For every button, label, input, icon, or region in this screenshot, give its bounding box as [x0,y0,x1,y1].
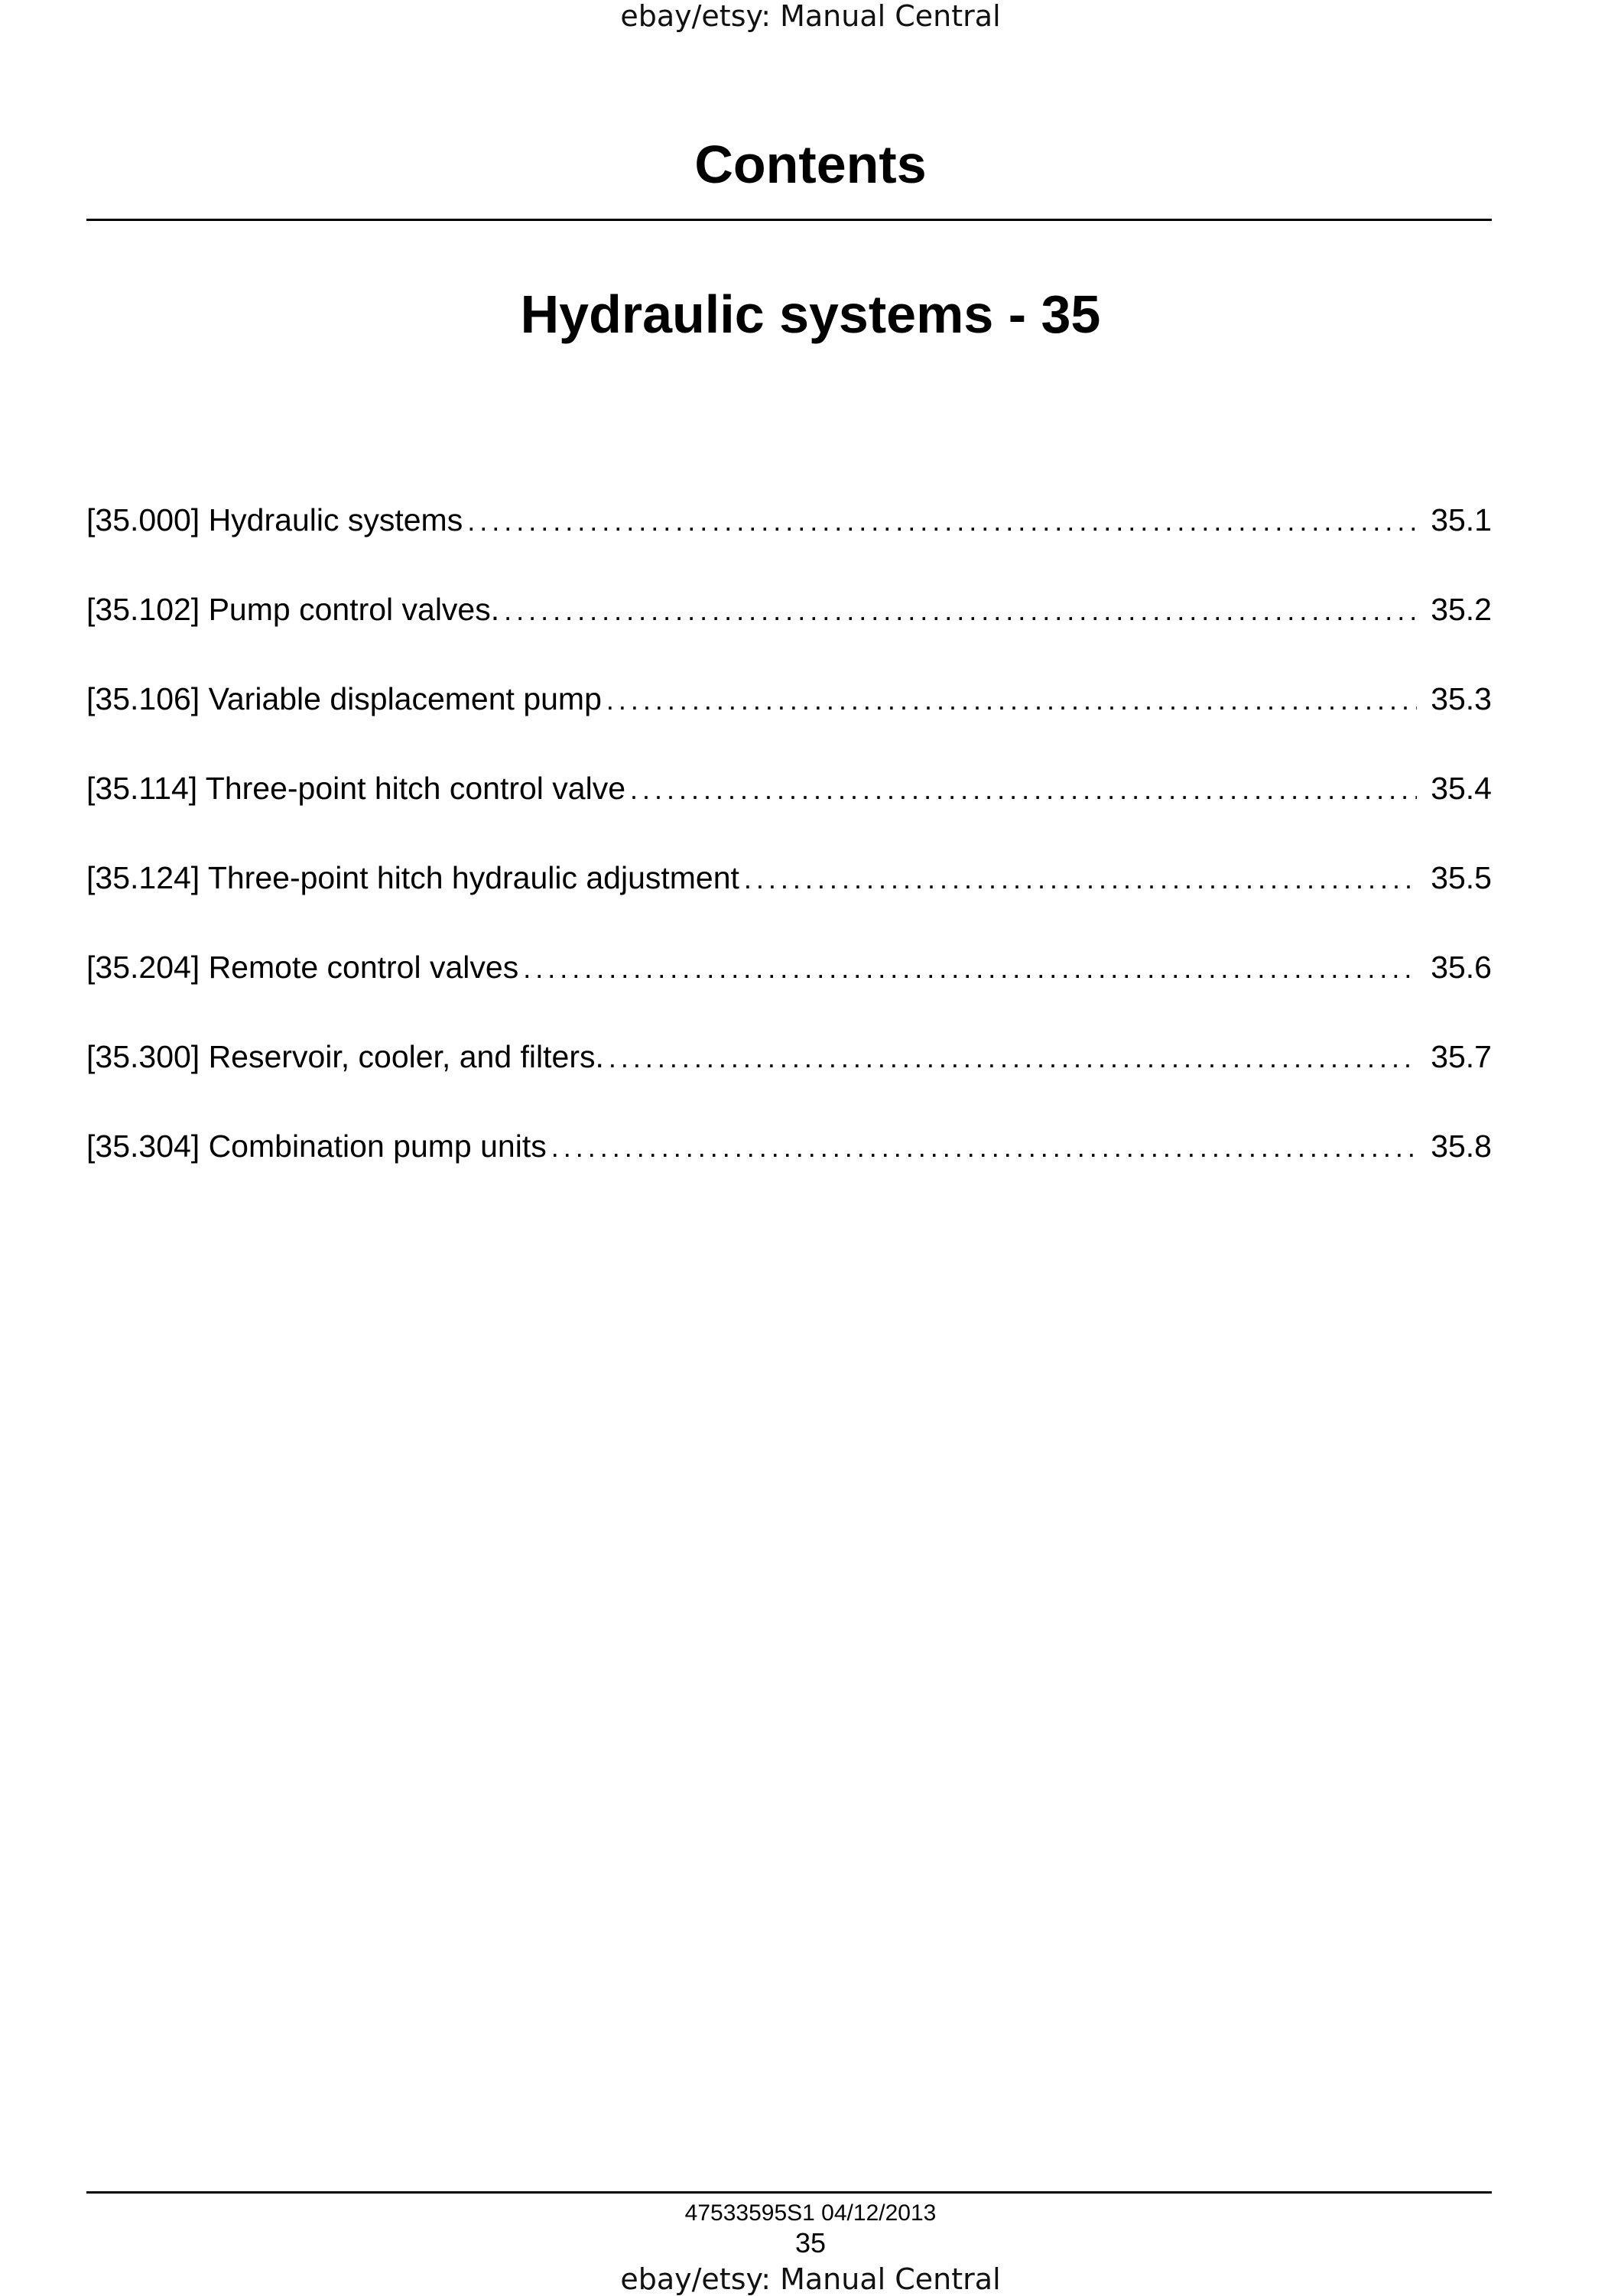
toc-entry-title: [35.124] Three-point hitch hydraulic adjustment [86,860,739,895]
toc-entry-title: [35.204] Remote control valves [86,950,519,985]
toc-entry-page: 35.5 [1431,860,1492,895]
toc-entry-title: [35.106] Variable displacement pump [86,681,602,716]
toc-entry-page: 35.6 [1431,950,1492,985]
toc-dot-leader [606,687,1417,714]
toc-entry[interactable] [86,502,1492,594]
toc-dot-leader [609,1044,1417,1072]
footer-page-number: 35 [794,2227,827,2259]
toc-dot-leader [744,865,1417,893]
table-of-contents [86,502,1492,1220]
toc-entry[interactable] [86,862,1492,952]
toc-entry-page: 35.8 [1431,1129,1492,1164]
toc-entry-page: 35.4 [1431,771,1492,806]
footer-document-id: 47533595S1 04/12/2013 [684,2200,937,2226]
toc-entry[interactable] [86,594,1492,684]
footer-divider [86,2191,1492,2194]
watermark-bottom: ebay/etsy: Manual Central [620,2262,1001,2296]
toc-entry[interactable] [86,1041,1492,1131]
watermark-top: ebay/etsy: Manual Central [620,0,1001,33]
toc-dot-leader [504,597,1417,625]
toc-entry-page: 35.1 [1431,502,1492,537]
toc-dot-leader [467,508,1417,535]
toc-entry-title: [35.000] Hydraulic systems [86,502,463,537]
toc-entry-title: [35.114] Three-point hitch control valve [86,771,626,806]
header-divider [86,219,1492,221]
toc-entry[interactable] [86,681,1492,773]
section-title: Hydraulic systems - 35 [520,284,1101,344]
toc-entry-page: 35.7 [1431,1039,1492,1074]
toc-entry[interactable] [86,773,1492,862]
toc-entry-title: [35.304] Combination pump units [86,1129,547,1164]
toc-entry[interactable] [86,1131,1492,1220]
toc-dot-leader [630,776,1417,804]
toc-dot-leader [551,1134,1417,1161]
toc-entry-title: [35.102] Pump control valves. [86,592,500,627]
toc-entry[interactable] [86,952,1492,1041]
toc-entry-title: [35.300] Reservoir, cooler, and filters. [86,1039,604,1074]
toc-entry-page: 35.3 [1431,681,1492,716]
toc-entry-page: 35.2 [1431,592,1492,627]
toc-dot-leader [523,955,1417,982]
page-title: Contents [694,135,927,194]
